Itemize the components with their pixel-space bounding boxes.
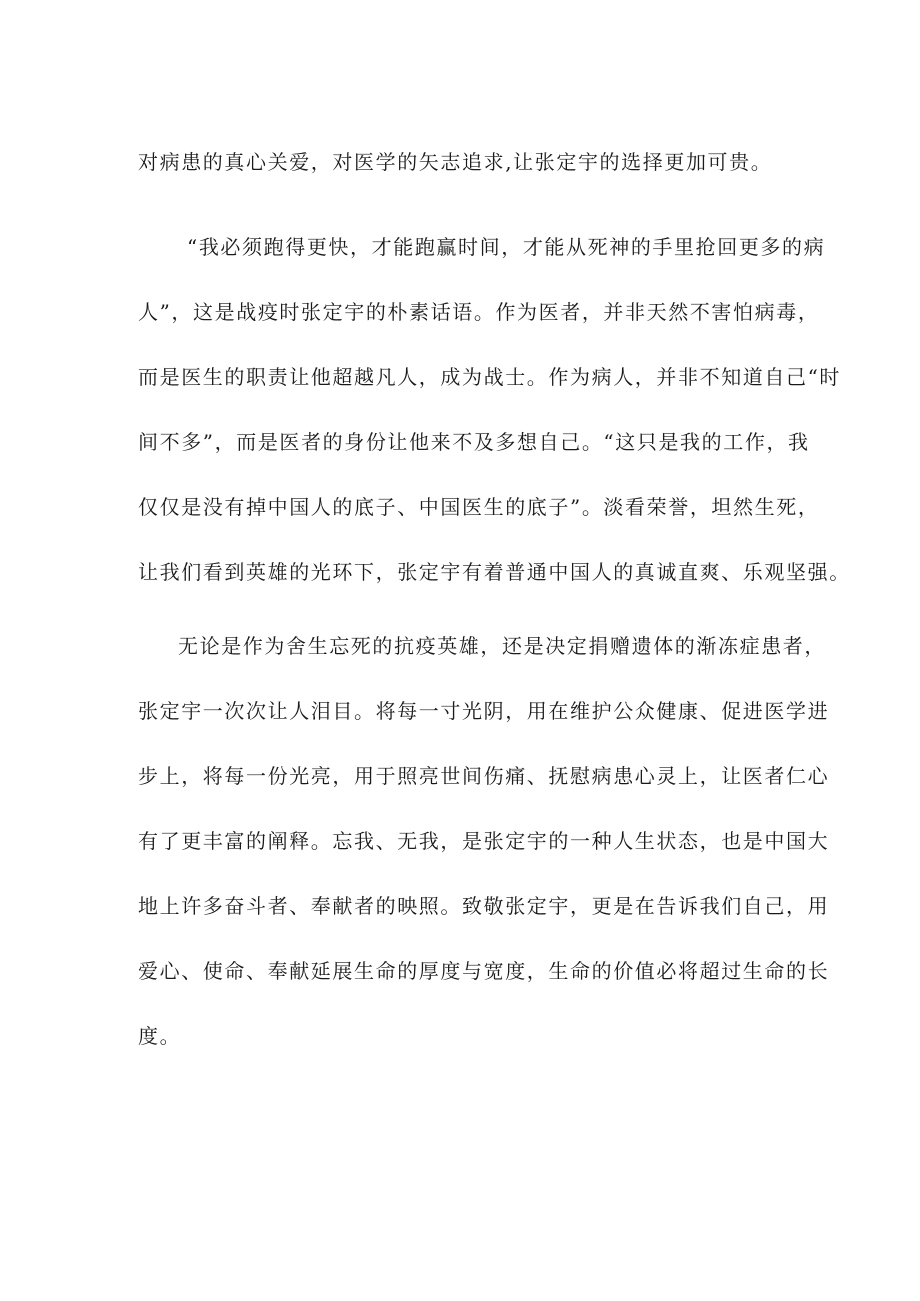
text-line: 而是医生的职责让他超越凡人，成为战士。作为病人，并非不知道自己“时 [138, 365, 842, 389]
text-line: “我必须跑得更快，才能跑赢时间，才能从死神的手里抢回更多的病 [187, 235, 826, 259]
text-line: 爱心、使命、奉献延展生命的厚度与宽度，生命的价值必将超过生命的长 [138, 959, 830, 983]
text-line: 让我们看到英雄的光环下，张定宇有着普通中国人的真诚直爽、乐观坚强。 [138, 560, 851, 584]
text-line: 地上许多奋斗者、奉献者的映照。致敬张定宇，更是在告诉我们自己，用 [138, 894, 830, 918]
text-line: 步上，将每一份光亮，用于照亮世间伤痛、抚慰病患心灵上，让医者仁心 [138, 764, 830, 788]
text-line: 对病患的真心关爱，对医学的矢志追求,让张定宇的选择更加可贵。 [138, 150, 773, 174]
text-line: 度。 [138, 1024, 182, 1048]
text-line: 有了更丰富的阐释。忘我、无我，是张定宇的一种人生状态，也是中国大 [138, 829, 830, 853]
text-line: 人”，这是战疫时张定宇的朴素话语。作为医者，并非天然不害怕病毒， [138, 300, 820, 324]
text-line: 仅仅是没有掉中国人的底子、中国医生的底子”。淡看荣誉，坦然生死， [138, 495, 820, 519]
text-line: 间不多”，而是医者的身份让他来不及多想自己。“这只是我的工作，我 [138, 430, 810, 454]
text-line: 无论是作为舍生忘死的抗疫英雄，还是决定捐赠遗体的渐冻症患者， [178, 634, 826, 658]
text-line: 张定宇一次次让人泪目。将每一寸光阴，用在维护公众健康、促进医学进 [138, 699, 830, 723]
